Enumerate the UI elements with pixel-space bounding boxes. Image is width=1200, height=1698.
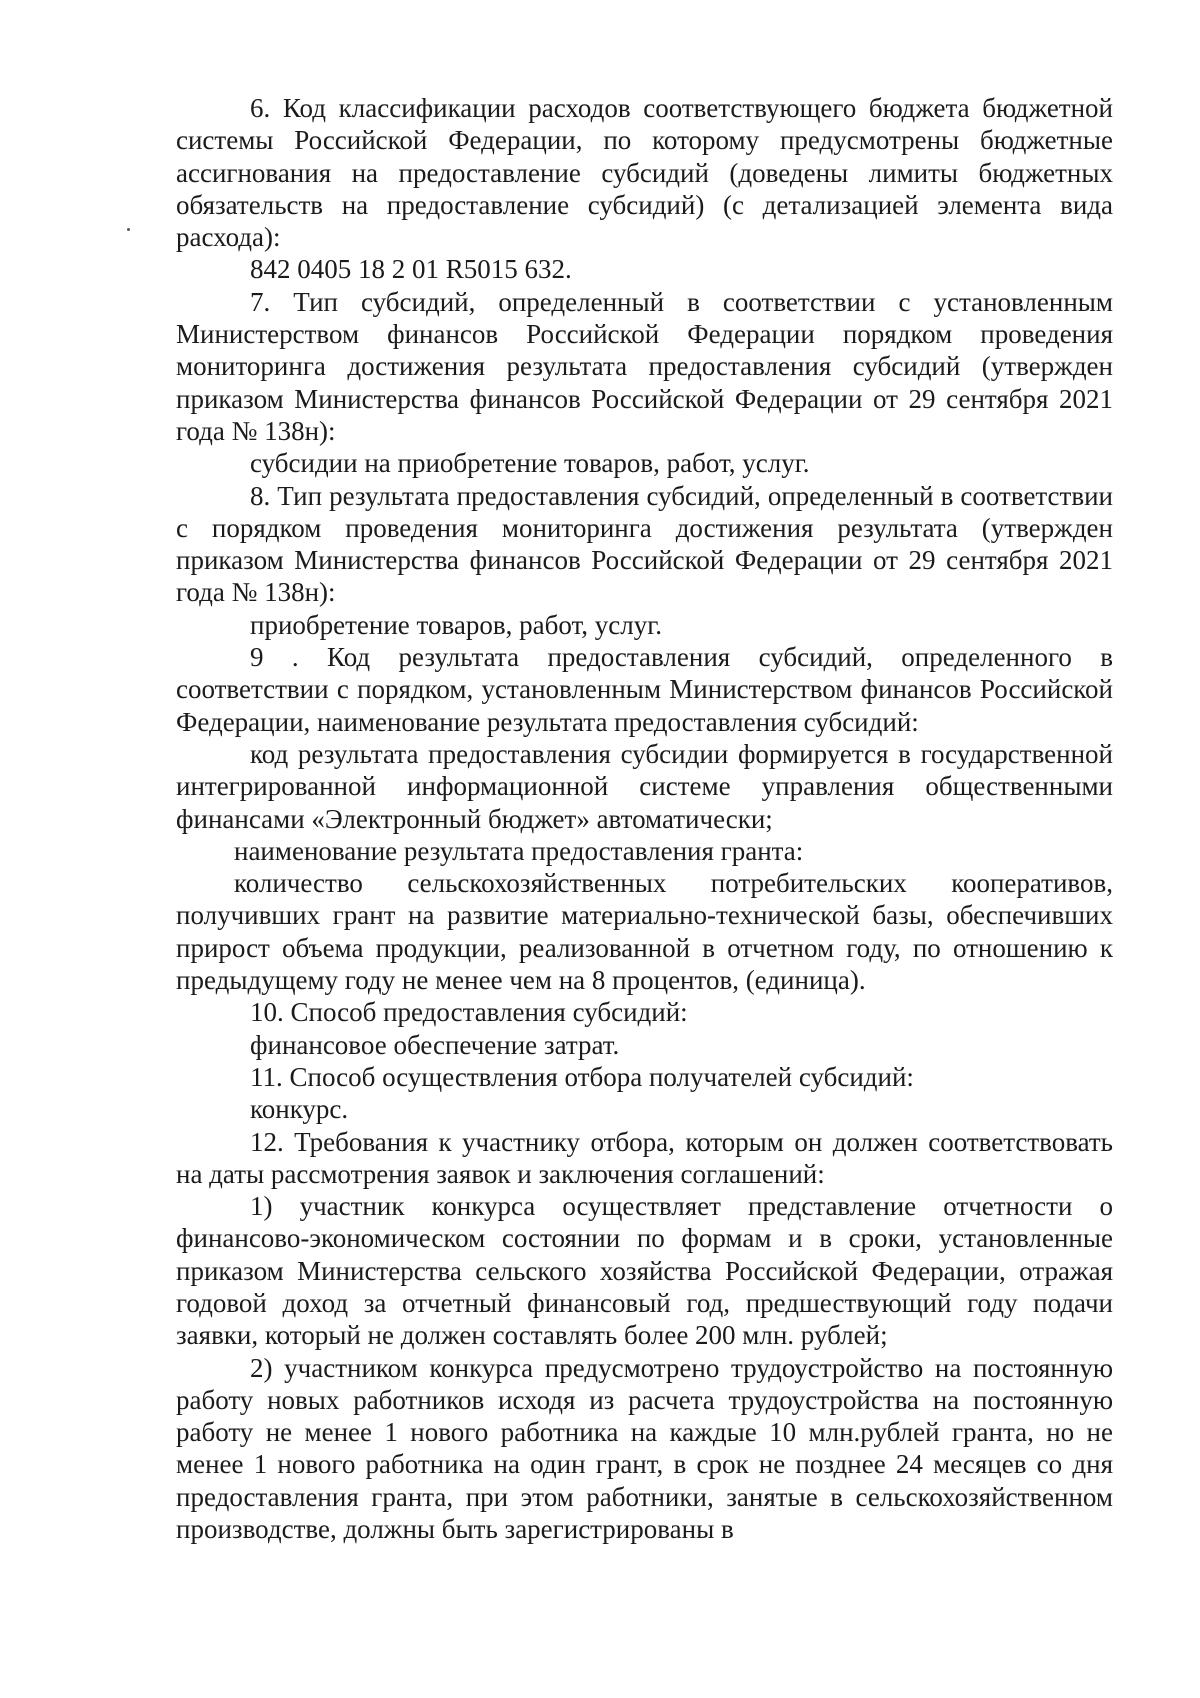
paragraph-9-code: код результата предоставления субсидии формируется в государственной интегрированной информационной системе управления общественными финансами «Электронный бюджет» автоматически; (176, 738, 1113, 834)
paragraph-10: 10. Способ предоставления субсидий: (250, 997, 688, 1028)
paragraph-6-value: 842 0405 18 2 01 R5015 632. (250, 254, 572, 285)
paragraph-7-value: субсидии на приобретение товаров, работ, услуг. (250, 448, 810, 479)
paragraph-6: 6. Код классификации расходов соответствующего бюджета бюджетной системы Российской Федерации, по которому предусмотрены бюджетные ассигнования на предоставление субсидий (доведены лимиты бюджетных обязательств на предоставление субсидий) (с детализацией элемента вида расхода): (176, 93, 1113, 253)
paragraph-9-name-label: наименование результата предоставления гранта: (234, 835, 804, 866)
paragraph-10-value: финансовое обеспечение затрат. (250, 1029, 620, 1060)
scan-speck (127, 228, 130, 231)
paragraph-8-value: приобретение товаров, работ, услуг. (250, 609, 662, 640)
paragraph-12-item-1: 1) участник конкурса осуществляет представление отчетности о финансово-экономическом состоянии по формам и в сроки, установленные приказом Министерства сельского хозяйства Российской Федерации, отражая годовой доход за отчетный финансовый год, предшествующий году подачи заявки, который не должен составлять более 200 млн. рублей; (176, 1191, 1113, 1351)
document-body (176, 92, 1113, 1545)
paragraph-9: 9 . Код результата предоставления субсидий, определенного в соответствии с порядком, установленным Министерством финансов Российской Федерации, наименование результата предоставления субсидий: (176, 642, 1113, 737)
paragraph-9-name-value: количество сельскохозяйственных потребительских кооперативов, получивших грант на развитие материально-технической базы, обеспечивших прирост объема продукции, реализованной в отчетном году, по отношению к предыдущему году не менее чем на 8 процентов, (единица). (176, 868, 1113, 996)
paragraph-11-value: конкурс. (250, 1094, 349, 1125)
paragraph-7: 7. Тип субсидий, определенный в соответствии с установленным Министерством финансов Российской Федерации порядком проведения мониторинга достижения результата предоставления субсидий (утвержден приказом Министерства финансов Российской Федерации от 29 сентября 2021 года № 138н): (176, 286, 1113, 446)
paragraph-11: 11. Способ осуществления отбора получателей субсидий: (250, 1061, 914, 1092)
paragraph-12-item-2: 2) участником конкурса предусмотрено трудоустройство на постоянную работу новых работников исходя из расчета трудоустройства на постоянную работу не менее 1 нового работника на каждые 10 млн.рублей гранта, но не менее 1 нового работника на один грант, в срок не позднее 24 месяцев со дня предоставления гранта, при этом работники, занятые в сельскохозяйственном производстве, должны быть зарегистрированы в (176, 1352, 1113, 1545)
paragraph-8: 8. Тип результата предоставления субсидий, определенный в соответствии с порядком проведения мониторинга достижения результата (утвержден приказом Министерства финансов Российской Федерации от 29 сентября 2021 года № 138н): (176, 480, 1113, 608)
paragraph-12: 12. Требования к участнику отбора, которым он должен соответствовать на даты рассмотрения заявок и заключения соглашений: (176, 1126, 1113, 1189)
